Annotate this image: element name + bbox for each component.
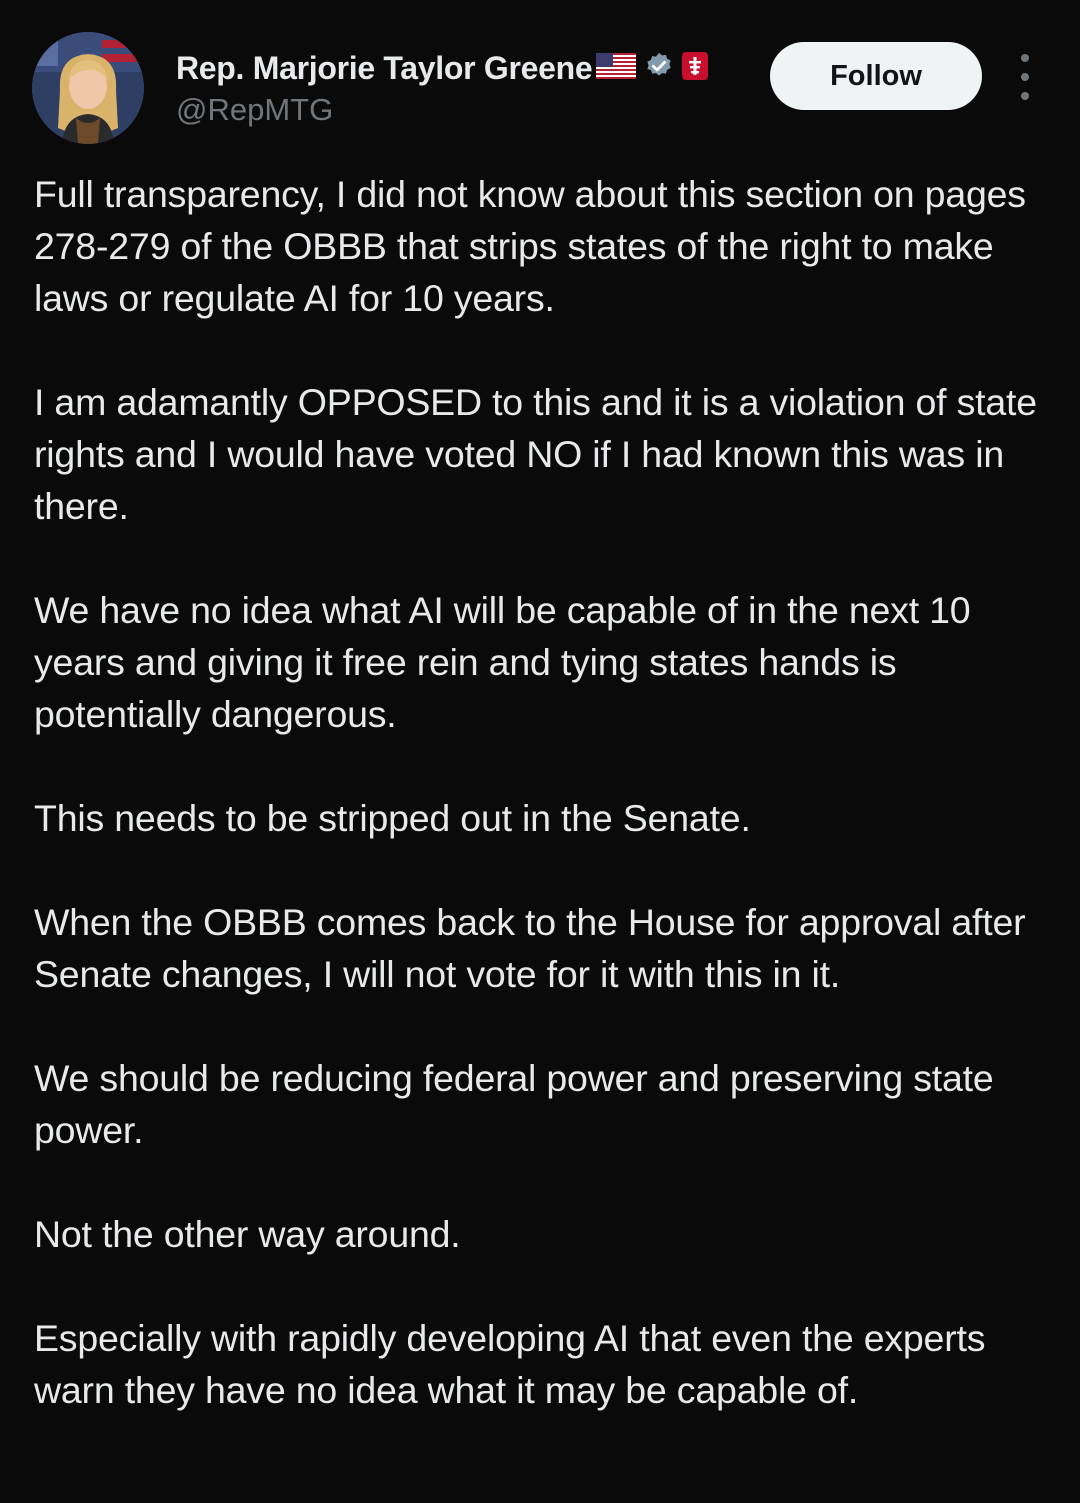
tweet-header — [32, 32, 1048, 144]
author-handle[interactable]: @RepMTG — [176, 92, 334, 127]
author-names — [176, 46, 756, 128]
tweet-paragraph: We should be reducing federal power and preserving state power. — [34, 1057, 994, 1151]
more-dot — [1021, 73, 1029, 81]
us-flag-icon — [596, 53, 636, 84]
tweet-text — [34, 168, 1044, 1416]
avatar[interactable] — [32, 32, 144, 144]
display-name[interactable]: Rep. Marjorie Taylor Greene — [176, 49, 593, 86]
tweet-paragraph: Especially with rapidly developing AI that even the experts warn they have no idea what it may be capable of. — [34, 1317, 986, 1411]
government-seal-icon — [682, 52, 708, 85]
tweet-paragraph: This needs to be stripped out in the Senate. — [34, 797, 751, 839]
more-dot — [1021, 92, 1029, 100]
tweet-paragraph: Full transparency, I did not know about this section on pages 278-279 of the OBBB that strips states of the right to make laws or regulate AI for 10 years. — [34, 173, 1026, 319]
verified-badge-icon[interactable] — [644, 51, 674, 86]
more-options-icon[interactable] — [1010, 54, 1040, 100]
more-dot — [1021, 54, 1029, 62]
tweet-paragraph: Not the other way around. — [34, 1213, 461, 1255]
tweet-paragraph: We have no idea what AI will be capable of in the next 10 years and giving it free rein and tying states hands is potentially dangerous. — [34, 589, 971, 735]
tweet-paragraph: I am adamantly OPPOSED to this and it is a violation of state rights and I would have voted NO if I had known this was in there. — [34, 381, 1037, 527]
avatar-image — [32, 32, 144, 144]
tweet-paragraph: When the OBBB comes back to the House for approval after Senate changes, I will not vote for it with this in it. — [34, 901, 1026, 995]
display-name-row[interactable] — [176, 46, 756, 90]
follow-button[interactable]: Follow — [770, 42, 982, 110]
